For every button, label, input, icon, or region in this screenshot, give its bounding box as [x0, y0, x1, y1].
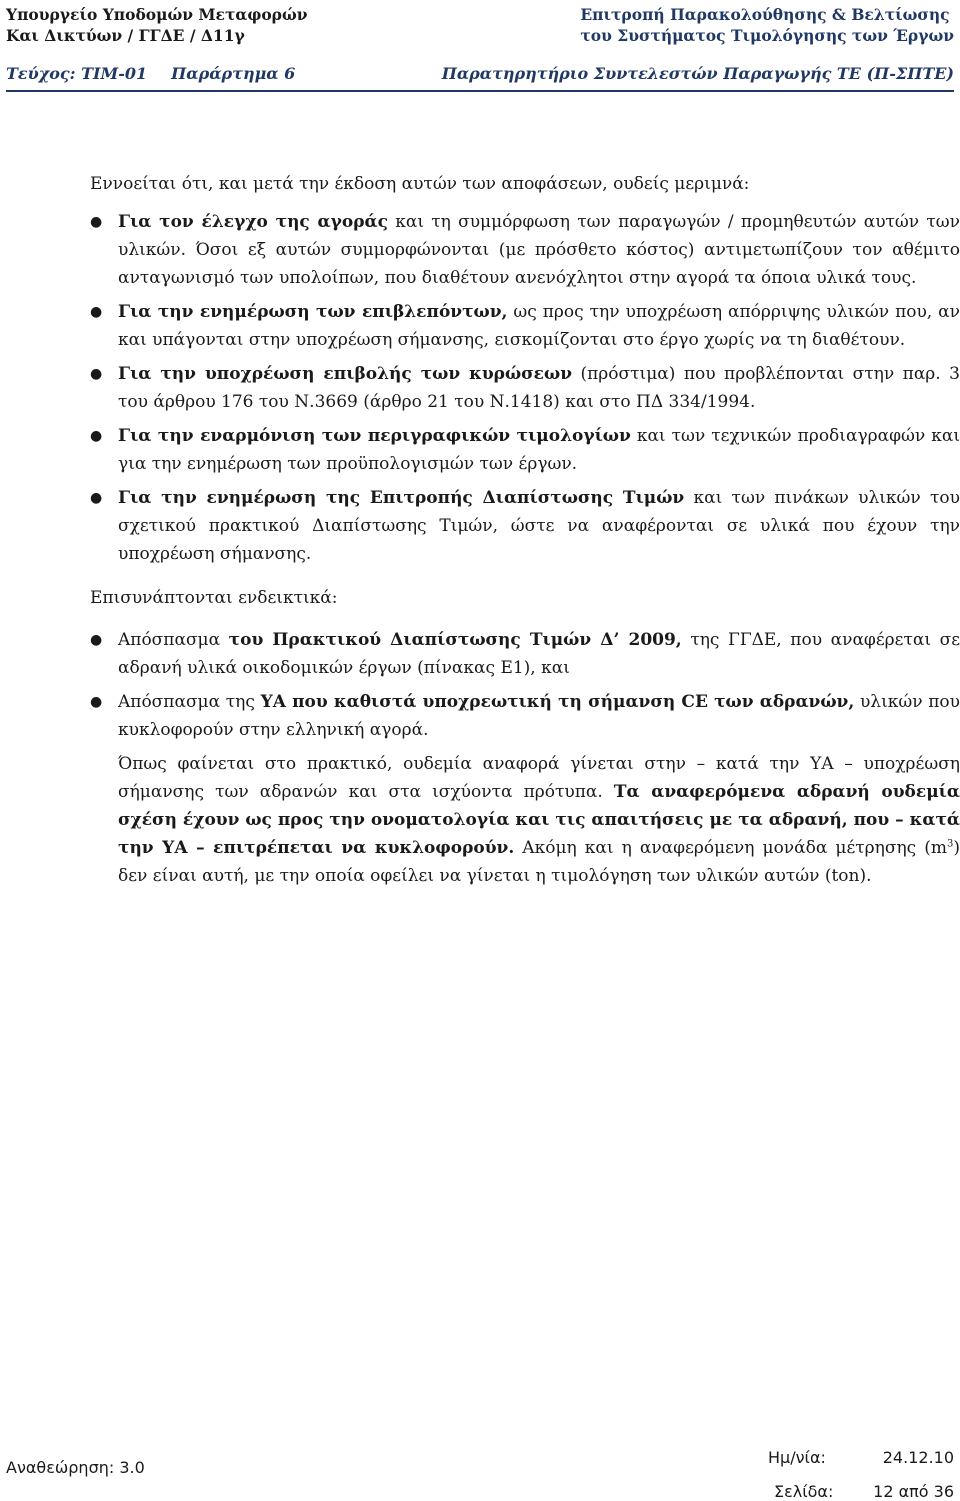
- list-item-text: και τη συμμόρφωση των παραγωγών / προμηθευτών αυτών των υλικών. Όσοι εξ αυτών συμμορφώνονται (με πρόσθετο κόστος) αντιμετωπίζουν τον αθέμιτο ανταγωνισμό των υπολοίπων, που διαθέτουν ανενόχλητοι στην αγορά τα όποια υλικά τους.: [118, 212, 960, 288]
- concerns-list: [90, 208, 960, 568]
- appendix-label: Παράρτημα 6: [171, 64, 296, 83]
- list-item-bold: του Πρακτικού Διαπίστωσης Τιμών Δ’ 2009,: [228, 630, 682, 650]
- page-label: Σελίδα:: [774, 1482, 834, 1501]
- bullet-icon: ●: [90, 214, 103, 230]
- list-item-bold: Για τον έλεγχο της αγοράς: [118, 212, 388, 232]
- revision-label: Αναθεώρηση: 3.0: [6, 1458, 145, 1477]
- list-item-text: (πρόστιμα) που προβλέπονται στην παρ. 3 του άρθρου 176 του Ν.3669 (άρθρο 21 του Ν.1418) και στο ΠΔ 334/1994.: [118, 364, 960, 412]
- committee-block: [580, 4, 954, 46]
- attachments-list: [90, 626, 960, 744]
- issue-label: Τεύχος: ΤΙΜ-01: [6, 64, 148, 83]
- bullet-icon: ●: [90, 428, 103, 444]
- list-item-bold: Για την εναρμόνιση των περιγραφικών τιμολογίων: [118, 426, 631, 446]
- list-item-bold: ΥΑ που καθιστά υποχρεωτική τη σήμανση CE των αδρανών,: [260, 692, 855, 712]
- list-item-text: και των τεχνικών προδιαγραφών και για την ενημέρωση των προϋπολογισμών των έργων.: [118, 426, 960, 474]
- list-item: [90, 360, 960, 416]
- intro-paragraph: Εννοείται ότι, και μετά την έκδοση αυτών των αποφάσεων, ουδείς μεριμνά:: [90, 174, 750, 194]
- committee-line-2: του Συστήματος Τιμολόγησης των Έργων: [580, 26, 954, 45]
- list-item: [90, 484, 960, 568]
- list-item-text: υλικών που κυκλοφορούν στην ελληνική αγορά.: [118, 692, 960, 740]
- list-item-bold: Για την υποχρέωση επιβολής των κυρώσεων: [118, 364, 572, 384]
- date-value: 24.12.10: [882, 1448, 954, 1467]
- bullet-icon: ●: [90, 366, 103, 382]
- header-divider: [6, 90, 954, 92]
- attached-intro: Επισυνάπτονται ενδεικτικά:: [90, 588, 338, 608]
- ministry-block: [6, 4, 308, 46]
- closing-text: ) δεν είναι αυτή, με την οποία οφείλει να γίνεται η τιμολόγηση των υλικών αυτών (ton).: [118, 838, 960, 886]
- list-item-text: ως προς την υποχρέωση απόρριψης υλικών που, αν και υπάγονται στην υποχρέωση σήμανσης, εισκομίζονται στο έργο χωρίς να τη διαθέτουν.: [118, 302, 960, 350]
- bullet-icon: ●: [90, 694, 103, 710]
- main-content: [90, 170, 960, 907]
- committee-line-1: Επιτροπή Παρακολούθησης & Βελτίωσης: [580, 5, 950, 24]
- list-item: [90, 626, 960, 682]
- list-item: [90, 208, 960, 292]
- closing-text: Ακόμη και η αναφερόμενη μονάδα μέτρησης (m: [514, 838, 947, 858]
- closing-text: Όπως φαίνεται στο πρακτικό, ουδεμία αναφορά γίνεται στην – κατά την ΥΑ – υποχρέωση σήμανσης των αδρανών και στα ισχύοντα πρότυπα.: [118, 754, 960, 802]
- issue-appendix: [6, 64, 295, 83]
- closing-paragraph: [90, 750, 960, 890]
- unit-superscript: 3: [946, 838, 954, 850]
- list-item: [90, 298, 960, 354]
- date-label: Ημ/νία:: [768, 1448, 826, 1467]
- bullet-icon: ●: [90, 304, 103, 320]
- list-item: [90, 422, 960, 478]
- list-item-text: και των πινάκων υλικών του σχετικού πρακτικού Διαπίστωσης Τιμών, ώστε να αναφέρονται σε υλικά που έχουν την υποχρέωση σήμανσης.: [118, 488, 960, 564]
- list-item: [90, 688, 960, 744]
- bullet-icon: ●: [90, 490, 103, 506]
- ministry-line-2: Και Δικτύων / ΓΓΔΕ / Δ11γ: [6, 26, 245, 45]
- page-number: 12 από 36: [873, 1482, 954, 1501]
- bullet-icon: ●: [90, 632, 103, 648]
- list-item-text: Απόσπασμα: [118, 630, 229, 650]
- list-item-bold: Για την ενημέρωση των επιβλεπόντων,: [118, 302, 508, 322]
- list-item-text: της ΓΓΔΕ, που αναφέρεται σε αδρανή υλικά οικοδομικών έργων (πίνακας Ε1), και: [118, 630, 960, 678]
- page-header: [6, 4, 954, 92]
- list-item-bold: Για την ενημέρωση της Επιτροπής Διαπίστωσης Τιμών: [118, 488, 685, 508]
- ministry-line-1: Υπουργείο Υποδομών Μεταφορών: [6, 5, 308, 24]
- list-item-text: Απόσπασμα της: [118, 692, 261, 712]
- closing-bold: Τα αναφερόμενα αδρανή ουδεμία σχέση έχουν ως προς την ονοματολογία και τις απαιτήσεις με τα αδρανή, που – κατά την ΥΑ – επιτρέπεται να κυκλοφορούν.: [118, 782, 960, 858]
- observatory-label: Παρατηρητήριο Συντελεστών Παραγωγής ΤΕ (Π-ΣΠΤΕ): [441, 64, 954, 83]
